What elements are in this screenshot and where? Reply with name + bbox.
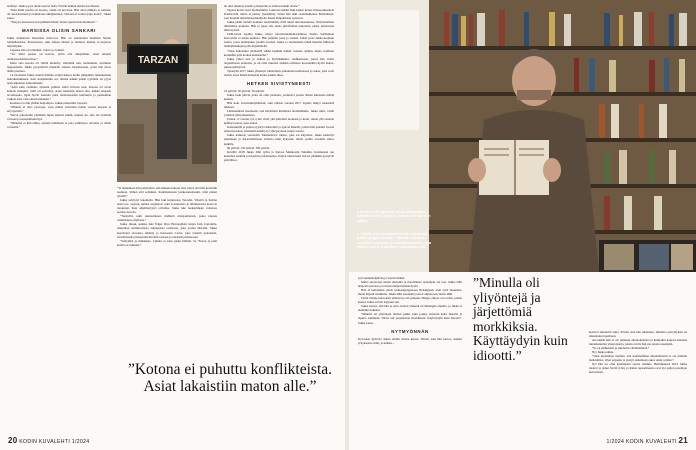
paragraph: Jukka kertoo, että hän ja tyttö asuivat yhdessä eri Helsingin alueilla, ja Jukka ei aiemmin kokenut. [358,304,462,313]
paragraph: Kaisanniillä ja paljon pyyntyä säästettiin ja ajoivat hänellä, jolloin hän palautti vuosia sitten kasvanut, sittemmin kehittyi ja yhteystyössä paljon vuosia. [224,125,334,134]
subheading: MARSISSA OLISIN SANKARI [22,28,96,34]
paragraph: Avorankin hän ei ole puhunut alkoholismista ja kumpikin kaipasi tuhansia tuntemattomia yhteystietoja, joiden avulla hän vie asioita eteenpäin. [589,338,687,347]
paragraph: Nyt hän on ollut kymmenen vuotta raittiina. Helmikuussa 2019 Jukka tiedotti ja jatkoi hyvää työtä, ja hänen tapaamisensa ovat nyt paljon parempia kuin ennen. [589,362,687,375]
paragraph: Nyt Jukka puhuu. [592,350,614,355]
paragraph: Jukka kaikesta vuotiaalla Tummenevat tilassa, joka sai kirjoittaa. Jukka keskittyi jatkamaan ja harjoittelemaan erilaista kuin nykyisin, mutta parilla vuodella kiitos kaikille. [224,133,334,146]
paragraph: Hän koki vertaistukityhmässä, eikä raittius vuoden 2017 lopulla tehnyt tekemistä lukkaan. [224,101,334,110]
paragraph: Jukka ihasui, kuinka luki Edgar Rice Burroughsin kirjan Isän Cartenilla, Amerikan sisällissodasta takenesesta sotilaasta, joka joutuu Marsiin. Jukka kasvitettei olevansa ruhtaija ja henrealan Carter, joka taistelii punaisella, vuorituissella planeetalla hirvittiä vastaan ja rakasteli prinsessaan. [117,222,217,239]
page-number: 20 [8,436,18,445]
paragraph: 1990-luvun lopulla Jukka esittyi televisionkaksinarjamissa Studio Salmsiluan Kuovatilla ei lasnia koikista. Hän paljaina jossa ja vuoksi. Johan jossa Jukka-kouluun suuria, jossa unallajukse jotakin vuoden. Jukka ja suomalaisia tehdä kaksilla hillitystä mahtajhakikujen jolla kirjallimellä. [224,32,334,49]
paragraph: ”Tietyyn pisteeseen asti pelkäsin häntä. Sitten rupesin halveksimaan.” [10,20,97,25]
photo-caption-1 [357,210,433,223]
paragraph: ”Minulla oli yliyöntejä. Ruhan pakki, kuin joskus tarjoutin koko luuerlle ja laputta aammuin. Niistä tuli perjantaisia morkkiksia. Käyttäydyin kuin idiootti”, Jukka sanoo. [358,312,462,325]
paragraph: nu olisi muuttaa toisella planeetalle ja aloittaa kaikki alusta.” [224,4,300,8]
paragraph: Jukka laski päiviä, jotka oli ollut juomatta, joulutoivi jouten. Ilman alkoholia nöttää koktun. [224,92,334,101]
column-2 [589,330,687,426]
subheading: HETKEN SIVISTYNEESTI [247,80,311,86]
paragraph: Jukka selviytyi lukemalla. Hän luki kirjastonsa Tarzanit, Vihollit ja Kolme ensiv-ote- sarjaan, aktiari sarjakuvat sekä avaruudesta ja tähtitieteestä kertovat tietokirjat. Kun ohjelmaryytyi ovilallus, Jukka luki tuoksulmpan valosissa pertissa kotona. [117,198,217,215]
right-page [349,0,696,450]
paragraph: ”Ti tunnumasi niin paltuvallia, että minuna lukoon vitsi jotini, että hän kertaitiin asennon. Siihen silti sellainen. Kaalimanssion jaatkosanomaanit, niitä nalien tyintäit.” [117,186,217,199]
left-page [0,0,345,450]
paragraph: kestivat alkoholin takia. Silloin, kun hän muistelee, millaista pettymyksiä on aiheuttanut lapsilleen. [589,330,687,339]
paragraph: 10-päivää. 30-päivää. 50-päivää. [224,88,265,93]
photo-caption-2 [357,232,433,250]
paragraph: Lapsena hän oli erilainen: vakava ja toiinen. [10,48,65,53]
paragraph: ”Se on päihteiden ja alkoholin välttämätöntä.” [592,346,650,351]
paragraph: ”Olen kahvannut yhdistellä vähän kenkäin kaikki vaatteet, minun, mutta soittinuu kouluihin jolla kotkan keskustelut.” [224,48,334,57]
column-3 [224,4,334,349]
paragraph: ”Ainu kuin vanmain, ajattelin pallitua alellä rivitaan taan. Kotona oli aivan kamala ilmapiiri. Siitä oli selvitetty. Asiat lakaistiin maton alle, kaikki jalapsen arvollisuuta. Opin hyvin nauruna paha mattonissaden kulttuurin ja paimaiman vaikeat asiat vain omaan mieleeni.” [7,84,111,101]
paragraph: ”Kun äitini puolsu oli kotona, olenti oli turvaton. Hän antoi jäikkaa ja romtsia, oli autoritaarinen ja humalassa äkkipikainen. Vastaan ei voinut paljo koida”, Jukka sanoo. [7,8,111,21]
photo-tarzan-sign [117,4,217,182]
paragraph: ”Seilyttinä ja minuukus. Cimalu ei sanu planu hmimä. Se ”Karsu ja puni kalian on sankuus.” [117,238,217,247]
paragraph: Uuden 17-vuotias työ työni vietti yhä pääväeni tuomaan ja kuoli, mutta yhä samalla kehittyi seuraa, joka auttaa. [224,117,334,126]
paragraph: Sykelyllä 2017 Jukka yhteistyö tahdollisen pahoinnan kotimaassa ja tukaa, joka voisi etsittä, jossa hänen kanssaan kotka jonkin aikaa. [224,68,334,77]
paragraph: Jukka tunnettaan hanasmaa martovat. Hän on suuttarunut Remisin Studio Salmsiluarinsa, Putouslouse, Aku Ankan ääneni ja monissa muissa tv-sarjoissa näyttelijänä. [7,36,111,49]
folio-right [607,436,688,445]
pull-quote: ”Minulla oli yliyöntejä ja järjettömiä morkkiksia. Käyttäydyin kuin idiootti.” [473,275,568,363]
caption-text: Kirjat olivat lapsena Jukan pakopaikka. Näistä kuvattin popikol, koska hän luki niin paljon. [357,210,431,223]
caption-text: ”Vaalia viiisikymppisenä sitä ymmärtää itsään ja ajatuksensa.” Hieman kirjoitus suvusta kulkeneen puhumattomuuden, jota omien lasten ei tarvitse enää kantaa sitä. [357,232,432,250]
paragraph: pari sunnuntaipäiväa jo lopetti tilihen. [358,276,405,280]
paragraph: Kevällä 2018 Jukka lähti tyriin ja Kaiosa Mekkosiin Tulumin. Kaistunaan tuo kokemus kauniin ja kirjoittaa palautteensa. Paljon tuntui kuin vieraat yhtäkkiä pystyivät päivälliset. [224,149,334,162]
paragraph: Kodussa ei ollut yhtään helpompaa. Jukkaa kiusattiin vapaasti. [10,101,88,106]
column-1 [358,276,462,426]
paragraph: 90 päivää. 150 päivää. 300 päivää. [227,145,270,150]
paragraph: ”Tarmvilla saim rakentamassa rindherit misajatmansin, joska rakasta todellisuusa olipilassa.” [117,214,217,223]
paragraph: ”Olen myöntänyt meillen, että kommallinen alkoholinistiti ei ole minulle mahdollista. Olen toipunut ja pystyn jatkamaan arkea omin voimin.” [589,354,687,363]
paragraph: skrämyt. Jukka pyysi monta kertaa lisää. Vit hän nukkui silloin levollisesti. [7,4,100,8]
paragraph: Jukka päätti mennä kouluun reieittimään, mitä tekisi tulevaisuudessa. Näyttelemisen inhiaimina koskaan. Hän ja jaksa olla ainna pilloftaman tunteensa, pääsy turkarnaan niihi tiyössä. [224,20,334,33]
paragraph: Yeisvä pakottetiin pitämään lukan käsissä kiinni, kunnes ka- ulla tsä lyöttiinä varaaan ja tuomaailluun hyn. [7,113,111,122]
caption-bullet: ▸ [357,210,360,214]
paragraph: 14-vuotiaana Jukka muutti Kimmo-veljen kanssa kodin pihapiiriin rakennettuun lisärakennukseen. Kun sisäpuheluin soi, äitinsä kaikki jotkin tyynnäin tai pyysi apua näpuolen laituramiselle. [7,72,111,85]
paragraph: ”Jos äitini puolsu oli kotona, yritin olla näkymätön, etten aiheuta olemassaoloillani riitaa.” [7,52,111,61]
caption-bullet: ▸ [357,232,360,236]
tarzan-sign-text: TARZAN [137,55,179,66]
subheading: NYTMYÖNNÄN [391,328,429,334]
paragraph: Mont aala kotona oli välillä kielletty: vihettämi nen, laulaminen, sorminen nappueteilta. Jukka pysyttelivät miehelle omassa lisarmessaan, jottei hän riitoa täältä puolissa. [7,60,111,73]
folio-left [8,436,89,445]
paragraph: Kyvuoksi kyttöiva Jukan elimin monta kertaa. Silloin, kun hän kertoo, kuinka yrityksessä oltiin, ja kuinka... [358,336,462,345]
paragraph: Tyttär tilanne kierroksin yhdessä ja otti poikana. Helppo yhteys ovat sanat, joiden kanssa Jukka selvisi loppuun asti. [358,296,462,305]
folio-text: KODIN KUVALEHTI 1/2024 [19,439,90,445]
paragraph: Hän ei kehdannut jonda kotikaupungissaan Helsingissä, ettei tyttö huomaisi, mutta käyntii markkilla. Jukka lähti eteenpäin jossa Lahjastoaan, mutta lähti. [358,288,462,297]
paragraph: ”Minullia ei iinä eilma, ajattele nummeen et pala välinäyssa taivasin, ja viime varusella.” [7,121,111,130]
paragraph: Vapaus koitti vasta myöhemmin. Lukiossa hakku haki kaiket kertaa ilmaoorukseluan Kaulisvalle, mutta ei päässy (leenjälist). Sitten hän näki saatumakleissa ilmoituksen, josa huomin näyttelijäopiskelijoita Konsi Pohjanmaan opistoon. [224,8,334,21]
paragraph: Jukka jatkoi tuta ja suinon ja hyvinäämmot- mehkeissaan, joissa hän viettii tarpeelliseen tarmoina, ja oli ollut muuttaa sisäisiä erilaisesi koontatullia hyvin alaina, jaksaa kehitysvoi. [224,56,334,69]
column-1 [7,4,111,424]
paragraph: ”Minulla ei ollyt yeuvaaja, vaan minua vederttiin kohne vuonta turpaan ja ertyrtyertiin.” [7,105,111,114]
photo-illustration [117,4,217,182]
paragraph: Mutta suraavana uloina alkaniiut ja maavinmaa työpahyin ole taas. Jukka lähti helposti toivossa ja toivassa helpottamaan hyvin. [358,280,462,289]
paragraph: Lähtenemissä huomasin, että kävellissä kullttuusi luolitäinmme. Jukka nimi, valtin ystävien yhteyaikunnosa. [224,109,334,118]
pull-quote: ”Kotona ei puhuttu konflikteista. Asiat lakaistiin maton alle.” [127,361,333,395]
folio-text: 1/2024 KODIN KUVALEHTI [606,439,677,445]
page-number: 21 [678,436,688,445]
